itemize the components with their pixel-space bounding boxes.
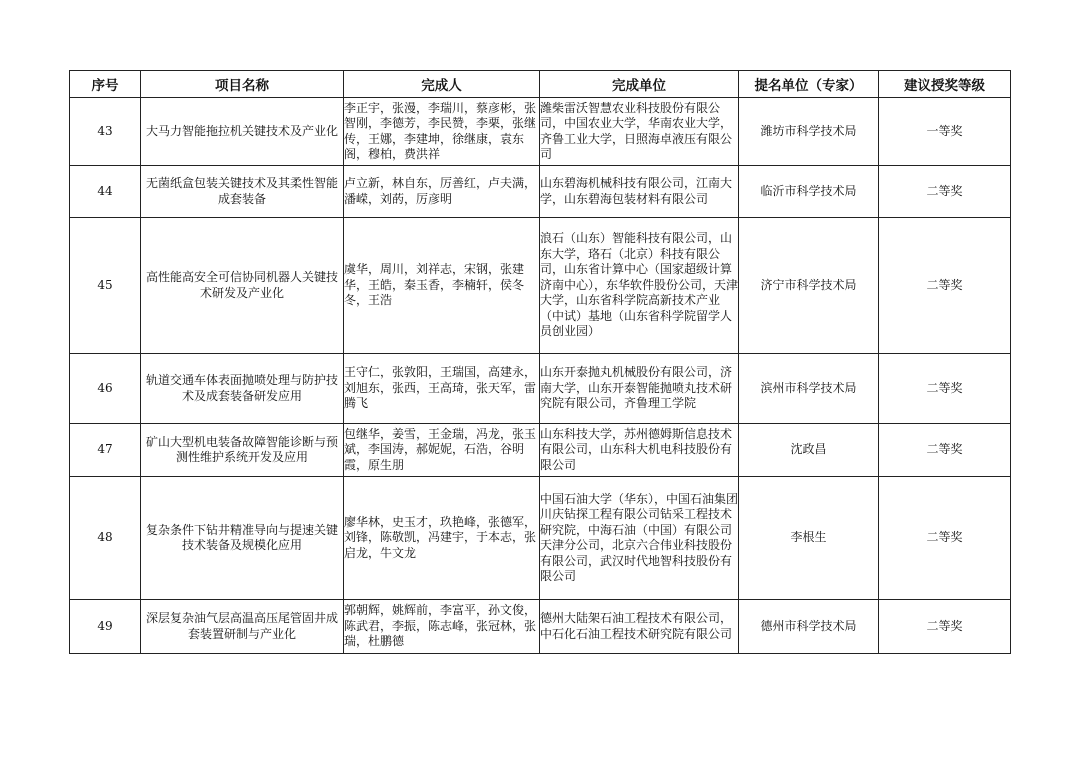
- completing-units: 山东科技大学，苏州德姆斯信息技术有限公司，山东科大机电科技股份有限公司: [540, 424, 739, 477]
- completers: 卢立新，林自东，厉善红，卢夫满，潘嵘，刘菂，厉彦明: [344, 166, 540, 218]
- table-row: [70, 218, 1011, 354]
- row-num: 48: [70, 477, 141, 600]
- completing-units: 德州大陆架石油工程技术有限公司，中石化石油工程技术研究院有限公司: [540, 600, 739, 654]
- nominator: 李根生: [739, 477, 879, 600]
- table-row: [70, 600, 1011, 654]
- table-row: [70, 98, 1011, 166]
- header-row: [70, 71, 1011, 98]
- nominator: 德州市科学技术局: [739, 600, 879, 654]
- completers: 虞华，周川，刘祥志，宋钢，张建华，王皓，秦玉香，李楠轩，侯冬冬，王浩: [344, 218, 540, 354]
- project-name: 矿山大型机电装备故障智能诊断与预测性维护系统开发及应用: [141, 424, 344, 477]
- completing-units: 山东碧海机械科技有限公司，江南大学，山东碧海包装材料有限公司: [540, 166, 739, 218]
- award-level: 二等奖: [879, 166, 1011, 218]
- completing-units: 潍柴雷沃智慧农业科技股份有限公司，中国农业大学，华南农业大学，齐鲁工业大学，日照海卓液压有限公司: [540, 98, 739, 166]
- project-name: 无菌纸盒包装关键技术及其柔性智能成套装备: [141, 166, 344, 218]
- completers: 李正宇，张漫，李瑞川，蔡彦彬，张智刚，李德芳，李民赞，李栗，张继传，王娜，李建坤，徐继康，袁东阁，穆柏，费洪祥: [344, 98, 540, 166]
- nominator: 临沂市科学技术局: [739, 166, 879, 218]
- row-num: 49: [70, 600, 141, 654]
- completers: 郭朝辉，姚辉前，李富平，孙文俊，陈武君，李振，陈志峰，张冠林，张瑞，杜鹏德: [344, 600, 540, 654]
- nominator: 济宁市科学技术局: [739, 218, 879, 354]
- completers: 王守仁，张敦阳，王瑞国，高建永，刘旭东，张西，王高琦，张天军，雷腾飞: [344, 354, 540, 424]
- table-row: [70, 477, 1011, 600]
- project-name: 轨道交通车体表面抛喷处理与防护技术及成套装备研发应用: [141, 354, 344, 424]
- completing-units: 中国石油大学（华东），中国石油集团川庆钻探工程有限公司钻采工程技术研究院，中海石油（中国）有限公司天津分公司，北京六合伟业科技股份有限公司，武汉时代地智科技股份有限公司: [540, 477, 739, 600]
- header-num: 序号: [70, 71, 141, 98]
- completers: 廖华林，史玉才，玖艳峰，张德军，刘锋，陈敬凯，冯建宇，于本志，张启龙，牛文龙: [344, 477, 540, 600]
- nominator: 滨州市科学技术局: [739, 354, 879, 424]
- award-level: 二等奖: [879, 424, 1011, 477]
- project-name: 深层复杂油气层高温高压尾管固井成套装置研制与产业化: [141, 600, 344, 654]
- table-row: [70, 424, 1011, 477]
- row-num: 46: [70, 354, 141, 424]
- project-name: 复杂条件下钻井精准导向与提速关键技术装备及规模化应用: [141, 477, 344, 600]
- nominator: 潍坊市科学技术局: [739, 98, 879, 166]
- awards-table: [69, 70, 1011, 654]
- header-level: 建议授奖等级: [879, 71, 1011, 98]
- award-level: 二等奖: [879, 600, 1011, 654]
- table-row: [70, 354, 1011, 424]
- project-name: 大马力智能拖拉机关键技术及产业化: [141, 98, 344, 166]
- project-name: 高性能高安全可信协同机器人关键技术研发及产业化: [141, 218, 344, 354]
- award-level: 二等奖: [879, 477, 1011, 600]
- table-row: [70, 166, 1011, 218]
- completing-units: 浪石（山东）智能科技有限公司，山东大学，珞石（北京）科技有限公司，山东省计算中心（国家超级计算济南中心），东华软件股份公司，天津大学，山东省科学院高新技术产业（中试）基地（山东省科学院留学人员创业园）: [540, 218, 739, 354]
- row-num: 47: [70, 424, 141, 477]
- header-units: 完成单位: [540, 71, 739, 98]
- award-level: 二等奖: [879, 218, 1011, 354]
- header-people: 完成人: [344, 71, 540, 98]
- row-num: 44: [70, 166, 141, 218]
- completers: 包继华，姜雪，王金瑞，冯龙，张玉斌，李国涛，郝妮妮，石浩，谷明霞，原生朋: [344, 424, 540, 477]
- nominator: 沈政昌: [739, 424, 879, 477]
- row-num: 43: [70, 98, 141, 166]
- completing-units: 山东开泰抛丸机械股份有限公司，济南大学，山东开泰智能抛喷丸技术研究院有限公司，齐鲁理工学院: [540, 354, 739, 424]
- award-level: 二等奖: [879, 354, 1011, 424]
- header-project: 项目名称: [141, 71, 344, 98]
- row-num: 45: [70, 218, 141, 354]
- award-level: 一等奖: [879, 98, 1011, 166]
- header-nominator: 提名单位（专家）: [739, 71, 879, 98]
